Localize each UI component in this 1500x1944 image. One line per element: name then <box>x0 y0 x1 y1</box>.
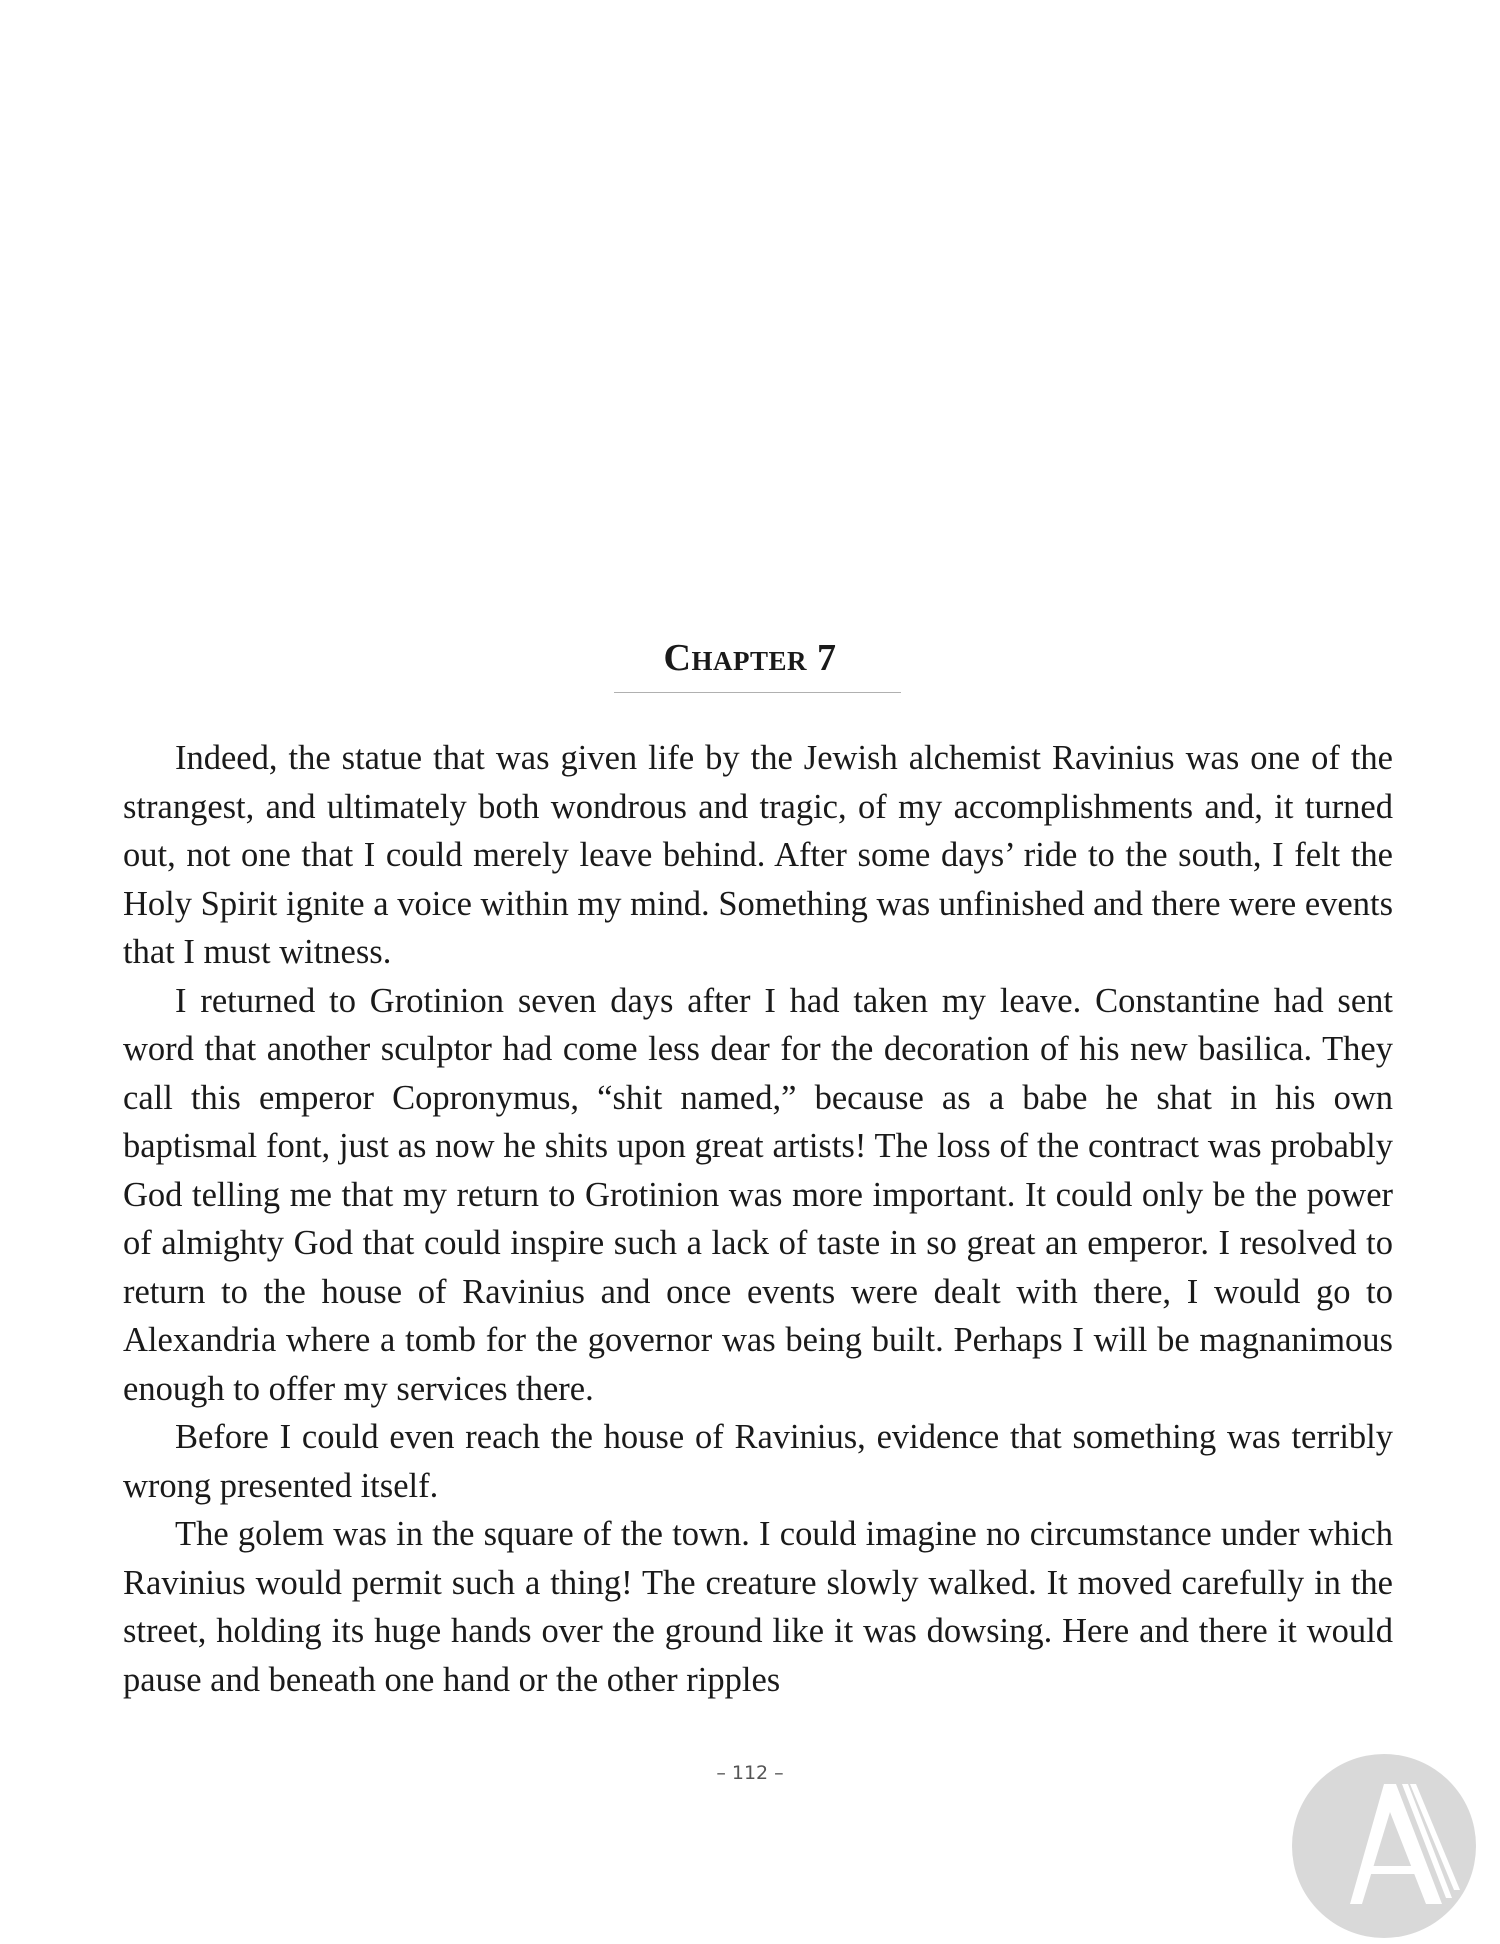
page-number: – 112 – <box>716 1762 784 1784</box>
publisher-logo-watermark-icon <box>1292 1754 1476 1938</box>
paragraph: I returned to Grotinion seven days after I had taken my leave. Constantine had sent word that another sculptor had come less dear for the decoration of his new basilica. They call this emperor Copronymus, “shit named,” because as a babe he shat in his own baptismal font, just as now he shits upon great artists! The loss of the contract was probably God telling me that my return to Grotinion was more important. It could only be the power of almighty God that could inspire such a lack of taste in so great an emperor. I resolved to return to the house of Ravinius and once events were dealt with there, I would go to Alexandria where a tomb for the governor was being built. Perhaps I will be magnanimous enough to offer my services there. <box>123 981 1393 1408</box>
chapter-body <box>123 734 1393 1704</box>
chapter-title-rule <box>614 692 901 693</box>
paragraph: Before I could even reach the house of Ravinius, evidence that something was terribly wrong presented itself. <box>123 1418 1393 1505</box>
paragraph: The golem was in the square of the town. I could imagine no circumstance under which Ravinius would permit such a thing! The creature slowly walked. It moved carefully in the street, holding its huge hands over the ground like it was dowsing. Here and there it would pause and beneath one hand or the other ripples <box>123 1515 1393 1699</box>
paragraph: Indeed, the statue that was given life by the Jewish alchemist Ravinius was one of the strangest, and ultimately both wondrous and tragic, of my accomplishments and, it turned out, not one that I could merely leave behind. After some days’ ride to the south, I felt the Holy Spirit ignite a voice within my mind. Something was unfinished and there were events that I must witness. <box>123 739 1393 971</box>
chapter-title: Chapter 7 <box>663 637 837 679</box>
